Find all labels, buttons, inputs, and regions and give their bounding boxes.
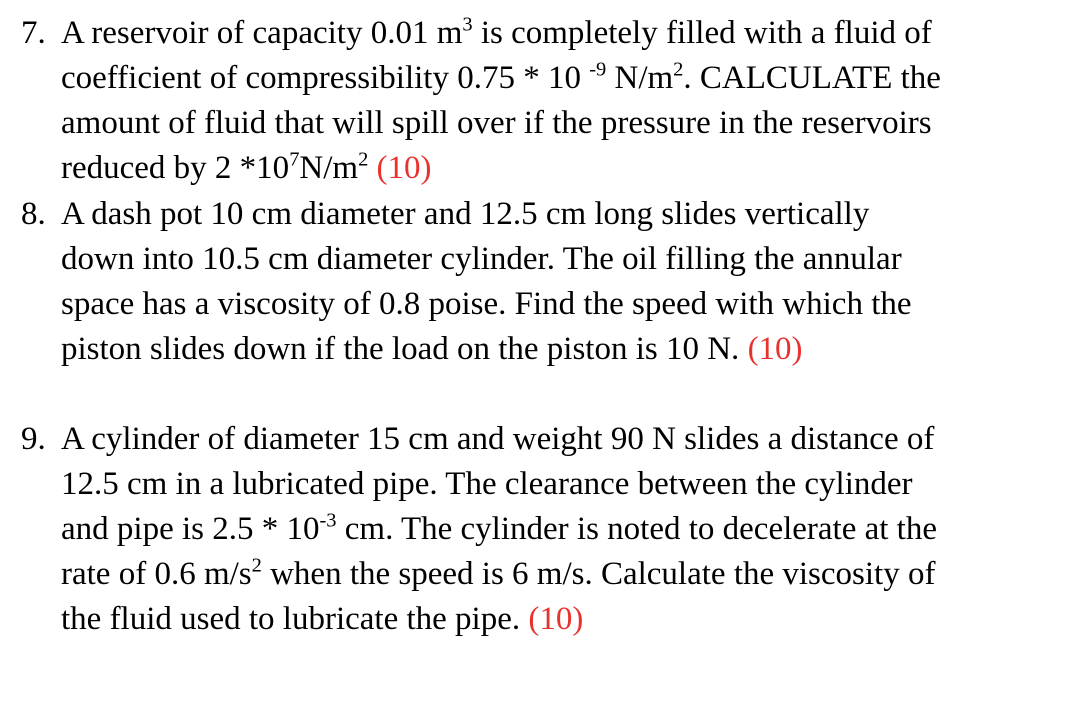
text-run: amount of fluid that will spill over if the pressure in the reservoirs xyxy=(61,105,932,141)
question-number: 7. xyxy=(21,15,46,51)
marks-label: (10) xyxy=(528,601,584,637)
text-line xyxy=(61,507,1061,552)
text-run: piston slides down if the load on the piston is 10 N. xyxy=(61,331,748,367)
text-line xyxy=(61,237,1061,282)
question-7 xyxy=(21,11,1061,191)
text-run: rate of 0.6 m/s xyxy=(61,556,252,592)
text-run: cm. The cylinder is noted to decelerate at the xyxy=(336,511,937,547)
text-run: and pipe is 2.5 * 10 xyxy=(61,511,320,547)
question-8 xyxy=(21,192,1061,372)
superscript: 2 xyxy=(251,554,262,577)
text-run: . CALCULATE the xyxy=(683,60,941,96)
text-line xyxy=(61,146,1061,191)
text-run: A reservoir of capacity 0.01 m xyxy=(61,15,463,51)
superscript: 2 xyxy=(358,148,369,171)
text-line xyxy=(61,282,1061,327)
superscript: -3 xyxy=(319,509,337,532)
superscript: 2 xyxy=(673,58,684,81)
marks-label: (10) xyxy=(376,150,432,186)
question-number: 8. xyxy=(21,196,46,232)
text-run: the fluid used to lubricate the pipe. xyxy=(61,601,529,637)
text-run xyxy=(368,150,376,186)
text-line xyxy=(61,417,1061,462)
text-line xyxy=(61,56,1061,101)
text-line xyxy=(61,462,1061,507)
text-line xyxy=(61,101,1061,146)
superscript: 7 xyxy=(289,148,300,171)
text-run: is completely filled with a fluid of xyxy=(472,15,932,51)
text-run: 12.5 cm in a lubricated pipe. The clearance between the cylinder xyxy=(61,466,913,502)
superscript: -9 xyxy=(589,58,607,81)
superscript: 3 xyxy=(462,13,473,36)
text-line xyxy=(61,597,1061,642)
text-line xyxy=(61,11,1061,56)
text-run: A dash pot 10 cm diameter and 12.5 cm long slides vertically xyxy=(61,196,870,232)
text-line xyxy=(61,192,1061,237)
text-run: A cylinder of diameter 15 cm and weight 90 N slides a distance of xyxy=(61,421,935,457)
question-text xyxy=(61,192,1061,372)
text-line xyxy=(61,552,1061,597)
text-run: N/m xyxy=(606,60,674,96)
text-run: coefficient of compressibility 0.75 * 10 xyxy=(61,60,590,96)
text-line xyxy=(61,327,1061,372)
marks-label: (10) xyxy=(747,331,803,367)
text-run: when the speed is 6 m/s. Calculate the viscosity of xyxy=(261,556,936,592)
text-run: reduced by 2 *10 xyxy=(61,150,290,186)
text-run: space has a viscosity of 0.8 poise. Find the speed with which the xyxy=(61,286,912,322)
question-text xyxy=(61,11,1061,191)
question-9 xyxy=(21,417,1061,642)
text-run: N/m xyxy=(299,150,359,186)
question-text xyxy=(61,417,1061,642)
question-number: 9. xyxy=(21,421,46,457)
text-run: down into 10.5 cm diameter cylinder. The oil filling the annular xyxy=(61,241,902,277)
